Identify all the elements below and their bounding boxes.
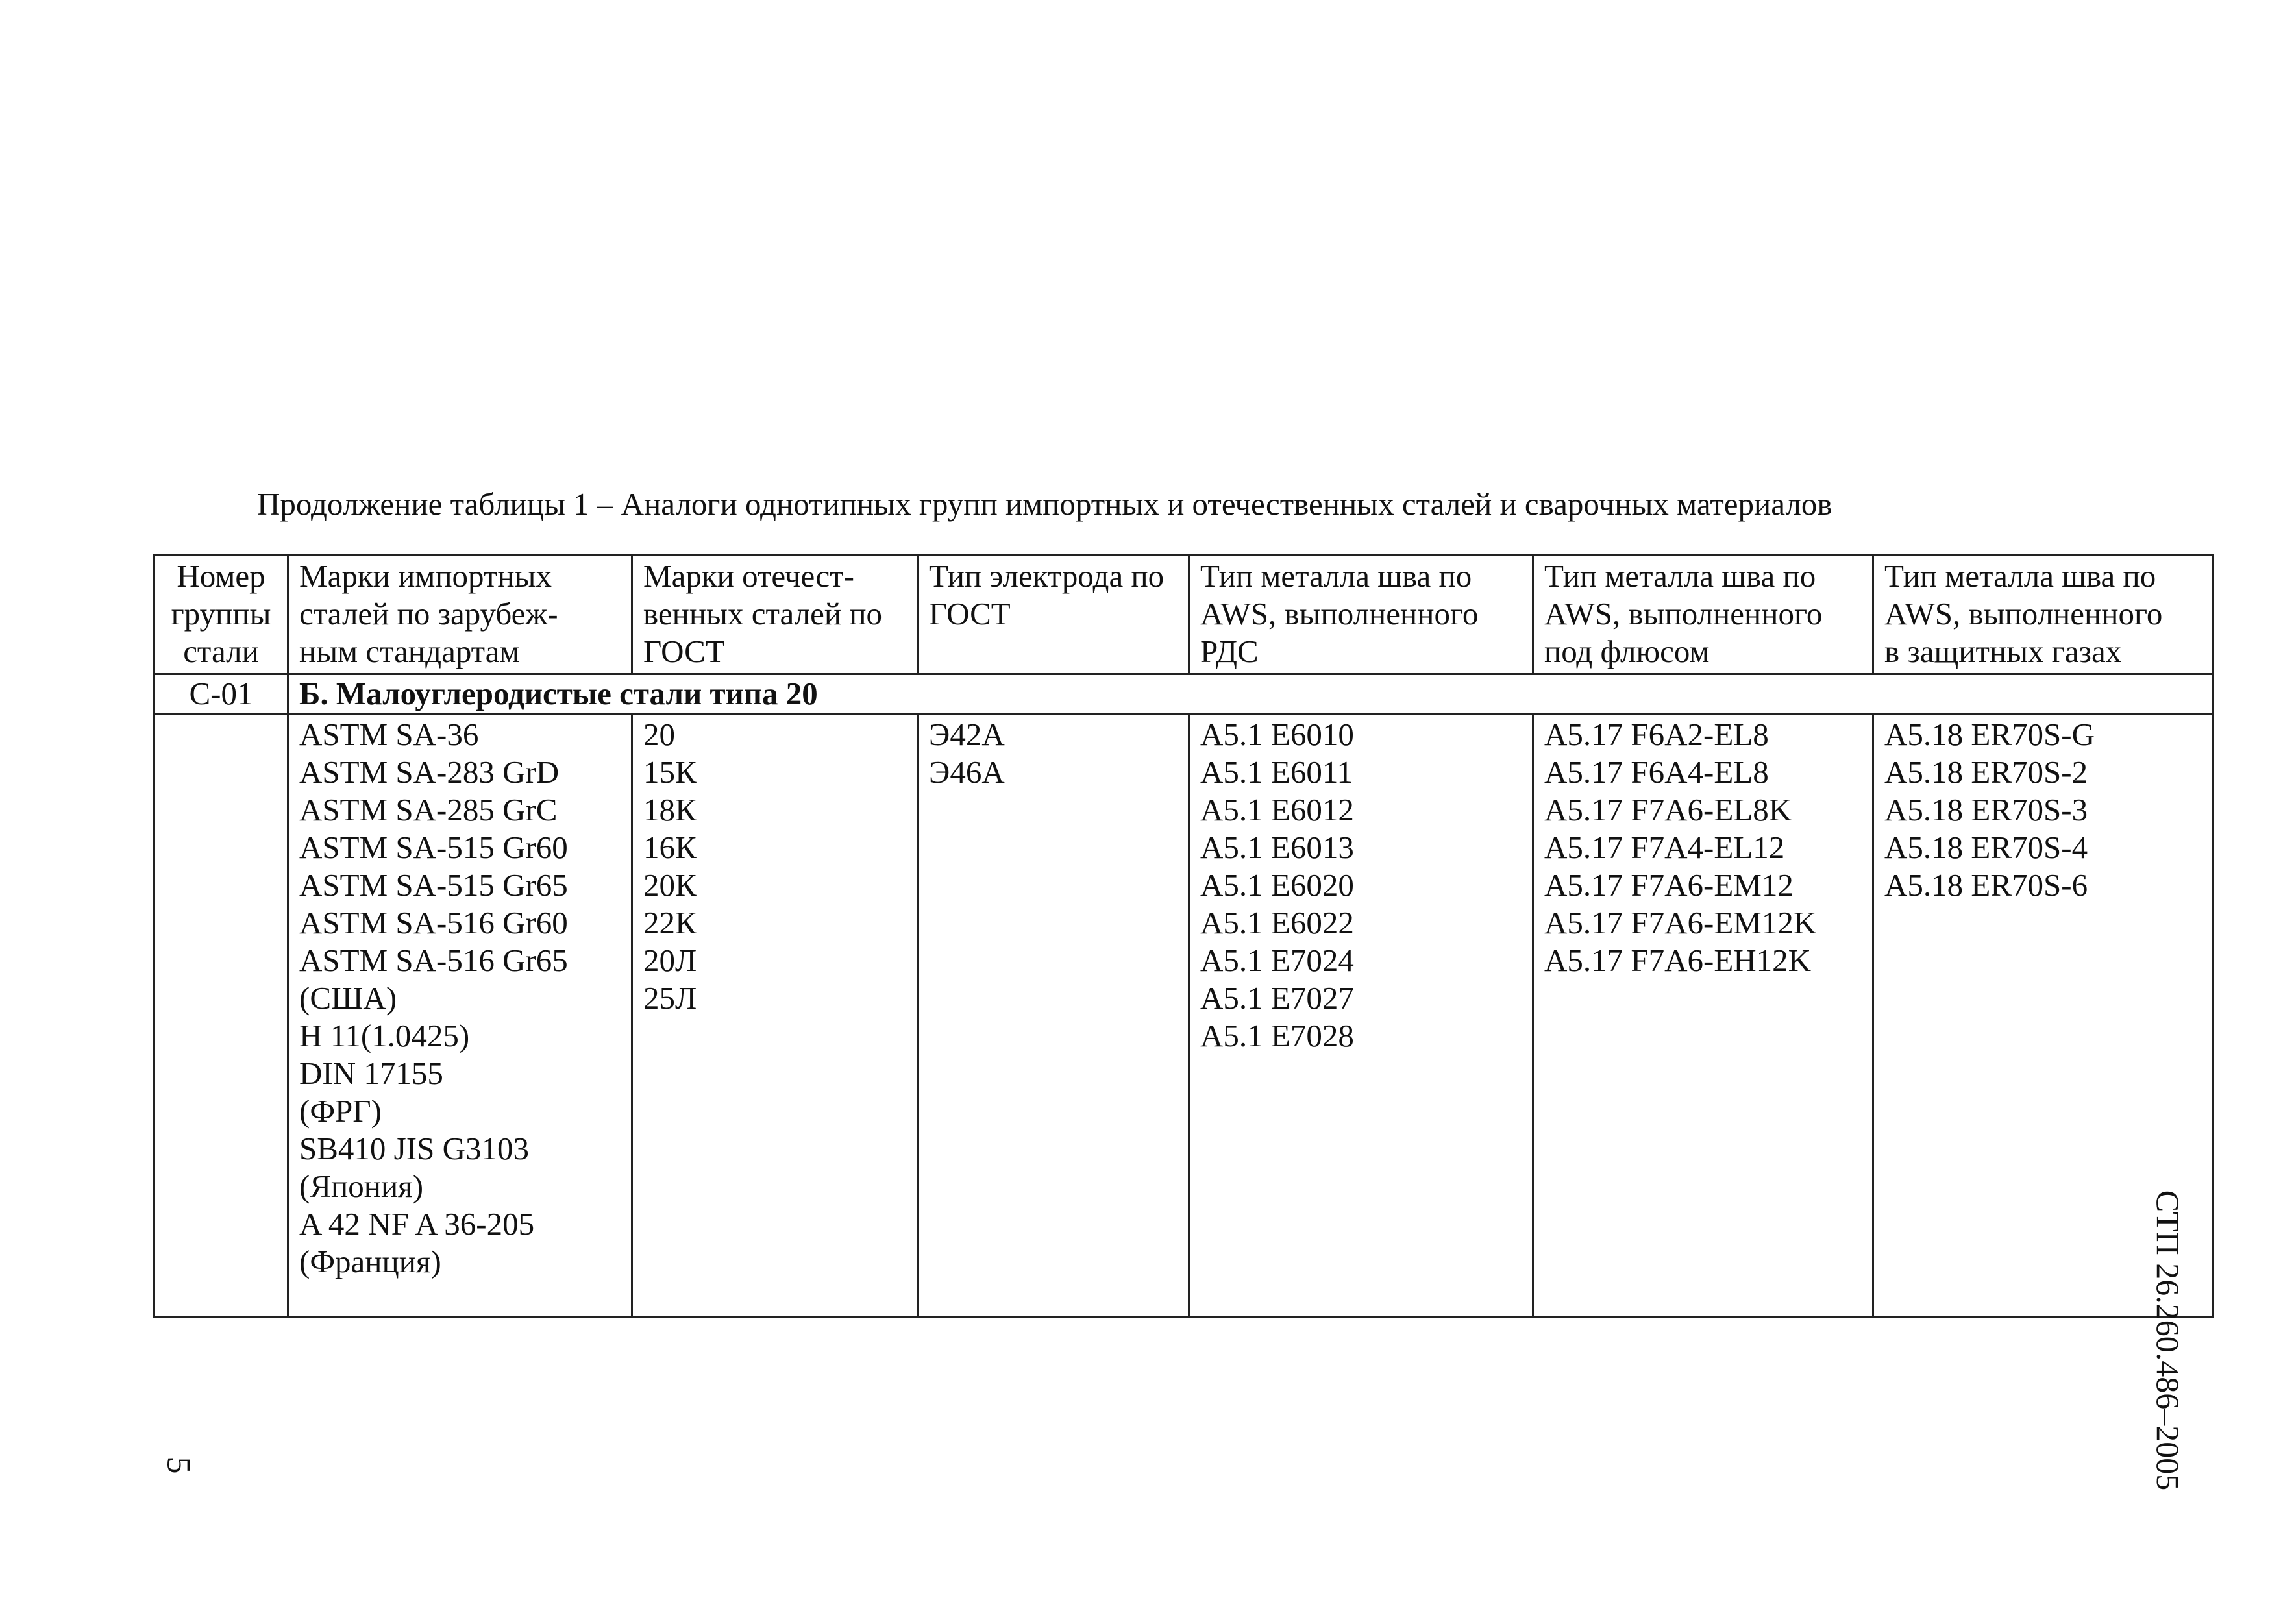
list-item: A5.17 F7A6-EH12K [1544, 942, 1812, 978]
list-item: A5.1 E7027 [1200, 980, 1354, 1016]
list-item: A5.18 ER70S-2 [1884, 754, 2088, 790]
list-item: A5.1 E7028 [1200, 1018, 1354, 1053]
list-item: A5.18 ER70S-G [1884, 717, 2095, 752]
list-item: SB410 JIS G3103 [299, 1131, 529, 1166]
list-item: (Япония) [299, 1168, 424, 1204]
domestic-steels-cell [632, 714, 918, 1317]
electrode-cell [918, 714, 1189, 1317]
group-row [154, 674, 2214, 714]
list-item: A5.17 F7A6-EM12 [1544, 867, 1794, 903]
weld-rds-cell [1189, 714, 1533, 1317]
list-item: A5.17 F7A6-EM12K [1544, 905, 1817, 941]
list-item: A5.18 ER70S-6 [1884, 867, 2088, 903]
header-weld-flux: Тип металла шва по AWS, выполненного под флюсом [1533, 556, 1873, 674]
list-item: A5.18 ER70S-3 [1884, 792, 2088, 828]
list-item: A5.1 E7024 [1200, 942, 1354, 978]
header-imported-steels: Марки импортных сталей по зарубеж- ным стандартам [288, 556, 632, 674]
list-item: A5.17 F7A4-EL12 [1544, 830, 1785, 865]
header-electrode-type: Тип электрода по ГОСТ [918, 556, 1189, 674]
group-number-cell-empty [154, 714, 288, 1317]
list-item: (США) [299, 980, 397, 1016]
list-item: A5.17 F7A6-EL8K [1544, 792, 1792, 828]
header-weld-rds: Тип металла шва по AWS, выполненного РДС [1189, 556, 1533, 674]
table-caption: Продолжение таблицы 1 – Аналоги однотипных групп импортных и отечественных сталей и сварочных материалов [257, 486, 1832, 522]
imported-steels-cell [288, 714, 632, 1317]
list-item: ASTM SA-516 Gr65 [299, 942, 568, 978]
list-item: A5.1 E6011 [1200, 754, 1353, 790]
list-item: ASTM SA-515 Gr60 [299, 830, 568, 865]
list-item: A5.18 ER70S-4 [1884, 830, 2088, 865]
weld-flux-cell [1533, 714, 1873, 1317]
list-item: DIN 17155 [299, 1055, 443, 1091]
list-item: A5.1 E6020 [1200, 867, 1354, 903]
list-item: 20 [643, 717, 675, 752]
list-item: A5.1 E6012 [1200, 792, 1354, 828]
list-item: 22К [643, 905, 697, 941]
list-item: 20К [643, 867, 697, 903]
list-item: ASTM SA-36 [299, 717, 479, 752]
list-item: 18К [643, 792, 697, 828]
group-number: С-01 [154, 674, 288, 714]
list-item: 15К [643, 754, 697, 790]
steel-analogs-table [153, 554, 2214, 1318]
group-title: Б. Малоуглеродистые стали типа 20 [288, 674, 2214, 714]
list-item: A5.1 E6013 [1200, 830, 1354, 865]
list-item: A5.17 F6A2-EL8 [1544, 717, 1769, 752]
list-item: 20Л [643, 942, 697, 978]
list-item: Э46А [929, 754, 1005, 790]
list-item: 25Л [643, 980, 697, 1016]
list-item: A5.1 E6010 [1200, 717, 1354, 752]
header-weld-gas: Тип металла шва по AWS, выполненного в защитных газах [1873, 556, 2214, 674]
header-group-number: Номер группы стали [154, 556, 288, 674]
list-item: Э42А [929, 717, 1005, 752]
list-item: A5.1 E6022 [1200, 905, 1354, 941]
list-item: A5.17 F6A4-EL8 [1544, 754, 1769, 790]
list-item: ASTM SA-285 GrC [299, 792, 558, 828]
header-row [154, 556, 2214, 674]
page-number: 5 [160, 1457, 197, 1474]
list-item: (Франция) [299, 1244, 441, 1279]
list-item: (ФРГ) [299, 1093, 382, 1129]
list-item: 16К [643, 830, 697, 865]
list-item: A 42 NF A 36-205 [299, 1206, 535, 1242]
header-domestic-steels: Марки отечест- венных сталей по ГОСТ [632, 556, 918, 674]
list-item: ASTM SA-283 GrD [299, 754, 560, 790]
document-code: СТП 26.260.486–2005 [2150, 1190, 2186, 1491]
list-item: ASTM SA-515 Gr65 [299, 867, 568, 903]
list-item: H 11(1.0425) [299, 1018, 470, 1053]
list-item: ASTM SA-516 Gr60 [299, 905, 568, 941]
table-row [154, 714, 2214, 1317]
